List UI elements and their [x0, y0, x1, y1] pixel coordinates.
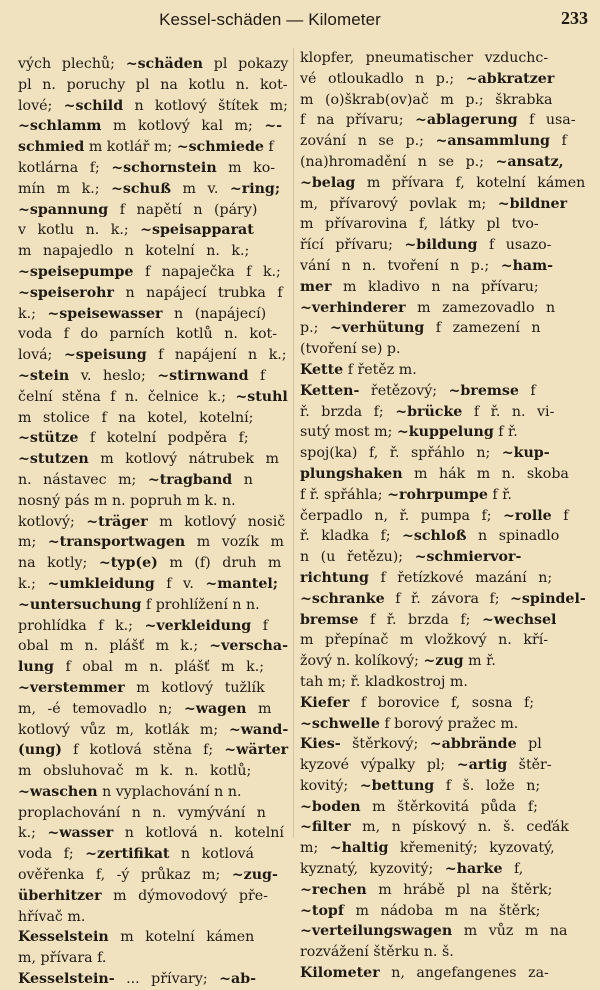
text-line: n. nástavec m; ~tragband n — [18, 471, 253, 488]
text-line: kyzové výpalky pl; ~artig štěr- — [300, 757, 552, 774]
headword: überhitzer — [18, 887, 102, 904]
text-line: ~schranke f ř. závora f; ~spindel- — [300, 590, 586, 607]
headword: ~stein — [18, 367, 70, 384]
text-line: k.; ~speisewasser n (napájecí) — [18, 305, 267, 322]
headword: ~speisewasser — [47, 305, 163, 322]
text-line: voda f; ~zertifikat n kotlová — [18, 846, 255, 863]
text-line: ~verstemmer m kotlový tužlík — [18, 679, 265, 696]
headword: ~rolle — [503, 507, 552, 524]
text-line: vých plechů; ~schäden pl pokazy — [18, 56, 289, 72]
text-line: ověřenka f, -ý průkaz m; ~zug- — [18, 867, 278, 884]
running-head-title: Kessel-schäden — Kilometer — [159, 10, 381, 29]
text-line: f na přívaru; ~ablagerung f usa- — [300, 112, 576, 129]
text-line: mín m k.; ~schuß m v. ~ring; — [18, 180, 281, 197]
text-line: lové; ~schild n kotlový štítek m; — [18, 97, 288, 114]
headword: ~bildung — [404, 237, 478, 254]
headword: ~schuß — [111, 180, 171, 197]
headword: Kies- — [300, 736, 341, 753]
headword: ~speisung — [63, 347, 147, 364]
headword: ~untersuchung — [18, 596, 142, 613]
headword: ~belag — [300, 174, 356, 191]
text-line: m přívarovina f, látky pl tvo- — [300, 216, 539, 233]
headword: ~stutzen — [18, 451, 89, 468]
text-line: ř. brzda f; ~brücke f ř. n. vi- — [300, 403, 555, 420]
text-line: ~rechen m hrábě pl na štěrk; — [300, 881, 553, 898]
text-line: ~untersuchung f prohlížení n n. — [18, 596, 260, 613]
text-line: Kesselstein- ... přívary; ~ab- — [18, 971, 257, 988]
headword: ~harke — [444, 861, 503, 878]
headword: ~verteilungswagen — [300, 923, 453, 940]
text-line: ~boden m štěrkovitá půda f; — [300, 798, 538, 815]
headword: (ung) — [18, 742, 62, 759]
headword: ~verkleidung — [144, 617, 252, 634]
headword: ~verhinderer — [300, 299, 406, 316]
text-line: ~verteilungswagen m vůz m na — [300, 923, 568, 940]
headword: ~stütze — [18, 430, 79, 447]
text-line: ~speisepumpe f napaječka f k.; — [18, 263, 281, 280]
right-column — [300, 48, 588, 984]
column-divider — [293, 48, 294, 838]
headword: ~bremse — [448, 382, 519, 399]
headword: ~zug — [423, 653, 464, 670]
text-line: Kesselstein m kotelní kámen — [18, 929, 255, 946]
headword: ~zug- — [231, 867, 278, 884]
text-line: m stolice f na kotel, kotelní; — [18, 409, 254, 426]
headword: ~boden — [300, 798, 361, 815]
text-line: m, přívarový povlak m; ~bildner — [300, 195, 568, 212]
text-line: kotlový vůz m, kotlák m; ~wand- — [18, 721, 289, 738]
headword: ~speisepumpe — [18, 263, 134, 280]
headword: ~umkleidung — [47, 575, 155, 592]
text-line: (tvoření se) p. — [300, 341, 401, 358]
text-line: ~spannung f napětí n (páry) — [18, 201, 258, 218]
text-line: sutý most m; ~kuppelung f ř. — [300, 424, 518, 441]
headword: ~kuppelung — [396, 424, 494, 441]
headword: ~wärter — [224, 742, 289, 759]
headword: ~artig — [456, 757, 508, 774]
text-line: n (u řetězu); ~schmiervor- — [300, 549, 522, 566]
text-line: pl n. poruchy pl na kotlu n. kot- — [18, 76, 288, 93]
headword: schmied — [18, 139, 85, 156]
headword: ~haltig — [329, 840, 389, 857]
text-line: Kiefer f borovice f, sosna f; — [300, 694, 535, 711]
text-line: proplachování n n. vymývání n — [18, 804, 266, 821]
headword: mer — [300, 278, 332, 295]
text-line: čerpadlo n, ř. pumpa f; ~rolle f — [300, 507, 569, 524]
headword: ~speiserohr — [18, 284, 114, 301]
headword: ~verhütung — [329, 320, 425, 337]
headword: ~schlamm — [18, 118, 102, 135]
text-line: m, přívara f. — [18, 950, 107, 967]
text-line: voda f do parních kotlů n. kot- — [18, 326, 277, 343]
headword: ~mantel; — [205, 575, 279, 592]
headword: ~schild — [63, 97, 124, 114]
text-line: p.; ~verhütung f zamezení n — [300, 320, 541, 337]
text-line: ~schwelle f borový pražec m. — [300, 715, 519, 732]
headword: ~bettung — [359, 777, 435, 794]
headword: Kesselstein- — [18, 971, 115, 988]
headword: Kette — [300, 361, 344, 378]
text-line: m; ~haltig křemenitý; kyzovatý, — [300, 840, 555, 857]
text-line: ~filter m, n pískový n. š. ceďák — [300, 819, 569, 836]
headword: ~bildner — [497, 195, 568, 212]
text-line: m; ~transportwagen m vozík m — [18, 534, 284, 551]
text-line: ~topf m nádoba m na štěrk; — [300, 902, 541, 919]
left-column — [18, 54, 290, 990]
headword: richtung — [300, 569, 369, 586]
text-line: v kotlu n. k.; ~speisapparat — [18, 222, 254, 239]
text-line: ~stutzen m kotlový nátrubek m — [18, 451, 279, 468]
headword: ~transportwagen — [47, 534, 186, 551]
headword: ~rechen — [300, 881, 367, 898]
text-line: ~waschen n vyplachování n n. — [18, 783, 242, 800]
headword: ~schwelle — [300, 715, 380, 732]
headword: ~schranke — [300, 590, 385, 607]
text-line: m, -é temovadlo n; ~wagen m — [18, 700, 272, 717]
text-line: mer m kladivo n na přívaru; — [300, 278, 539, 295]
page-number: 233 — [561, 8, 588, 28]
text-line: m obsluhovač m k. n. kotlů; — [18, 763, 252, 780]
text-line: hřívač m. — [18, 908, 86, 925]
text-line: prohlídka f k.; ~verkleidung f — [18, 617, 268, 634]
headword: ~- — [264, 118, 283, 135]
text-line: (na)hromadění n se p.; ~ansatz, — [300, 153, 564, 170]
headword: ~schloß — [402, 528, 467, 545]
headword: Kesselstein — [18, 929, 109, 946]
text-line: zování n se p.; ~ansammlung f — [300, 133, 567, 150]
text-line: rozvážení štěrku n. š. — [300, 944, 454, 961]
text-line: nosný pás m n. popruh m k. n. — [18, 492, 236, 509]
headword: ~wagen — [183, 700, 247, 717]
text-line: (ung) f kotlová stěna f; ~wärter — [18, 742, 289, 759]
text-line: kotlárna f; ~schornstein m ko- — [18, 159, 276, 176]
text-line: richtung f řetízkové mazání n; — [300, 569, 553, 586]
headword: ~schornstein — [111, 159, 217, 176]
text-line: bremse f ř. brzda f; ~wechsel — [300, 611, 557, 628]
text-line: schmied m kotlář m; ~schmiede f — [18, 139, 274, 156]
text-line: tah m; ř. kladkostroj m. — [300, 673, 468, 690]
headword: ~ab- — [219, 971, 257, 988]
headword: ~ham- — [500, 257, 553, 274]
text-line: ~schlamm m kotlový kal m; ~- — [18, 118, 283, 135]
headword: ~tragband — [147, 471, 233, 488]
headword: ~kup- — [501, 445, 550, 462]
text-line: ř. kladka f; ~schloß n spinadlo — [300, 528, 560, 545]
headword: ~waschen — [18, 783, 98, 800]
text-line: Kilometer n, angefangenes za- — [300, 965, 549, 982]
text-line: spoj(ka) f, ř. spřáhlo n; ~kup- — [300, 445, 550, 462]
headword: ~brücke — [395, 403, 463, 420]
text-line: klopfer, pneumatischer vzduchc- — [300, 50, 549, 66]
text-line: m napajedlo n kotelní n. k.; — [18, 243, 250, 260]
text-line: vé otloukadlo n p.; ~abkratzer — [300, 70, 555, 87]
headword: ~speisapparat — [140, 222, 254, 239]
headword: Kilometer — [300, 965, 380, 982]
text-line: m (o)škrab(ov)ač m p.; škrabka — [300, 91, 553, 108]
headword: ~abbrände — [429, 736, 517, 753]
headword: ~ring; — [229, 180, 281, 197]
text-line: obal m n. plášť m k.; ~verscha- — [18, 638, 288, 655]
headword: ~typ(e) — [98, 555, 158, 572]
text-line: kotlový; ~träger m kotlový nosič — [18, 513, 286, 530]
text-line: k.; ~wasser n kotlová n. kotelní — [18, 825, 284, 842]
text-line: vání n n. tvoření n p.; ~ham- — [300, 257, 553, 274]
headword: ~schmiede — [176, 139, 264, 156]
text-line: lung f obal m n. plášť m k.; — [18, 659, 264, 676]
text-line: ~stütze f kotelní podpěra f; — [18, 430, 249, 447]
text-line: kovitý; ~bettung f š. lože n; — [300, 777, 541, 794]
headword: ~verstemmer — [18, 679, 125, 696]
text-line: überhitzer m dýmovodový pře- — [18, 887, 268, 904]
headword: ~spannung — [18, 201, 109, 218]
headword: Kiefer — [300, 694, 350, 711]
headword: ~träger — [86, 513, 148, 530]
text-line: ~verhinderer m zamezovadlo n — [300, 299, 556, 316]
text-line: ~speiserohr n napájecí trubka f — [18, 284, 283, 301]
headword: ~abkratzer — [465, 70, 555, 87]
headword: lung — [18, 659, 54, 676]
headword: ~schmiervor- — [414, 549, 522, 566]
headword: plungshaken — [300, 465, 403, 482]
text-line: ~belag m přívara f, kotelní kámen — [300, 174, 586, 191]
text-line: lová; ~speisung f napájení n k.; — [18, 347, 287, 364]
text-line: žový n. kolíkový; ~zug m ř. — [300, 653, 496, 670]
headword: ~ansatz, — [495, 153, 564, 170]
headword: Ketten- — [300, 382, 360, 399]
headword: ~zertifikat — [85, 846, 170, 863]
text-line: ~stein v. heslo; ~stirnwand f — [18, 367, 266, 384]
text-line: kyznatý, kyzovitý; ~harke f, — [300, 861, 524, 878]
text-line: k.; ~umkleidung f v. ~mantel; — [18, 575, 279, 592]
text-line: Kies- štěrkový; ~abbrände pl — [300, 736, 542, 753]
headword: ~wasser — [47, 825, 114, 842]
headword: ~schäden — [125, 56, 203, 72]
headword: ~filter — [300, 819, 351, 836]
headword: ~verscha- — [209, 638, 288, 655]
headword: ~stuhl — [235, 388, 288, 405]
headword: ~ansammlung — [435, 133, 550, 150]
page-header — [0, 8, 600, 32]
text-line: f ř. spřáhla; ~rohrpumpe f ř. — [300, 486, 512, 503]
headword: ~stirnwand — [157, 367, 249, 384]
text-line: na kotly; ~typ(e) m (f) druh m — [18, 555, 282, 572]
headword: ~wechsel — [481, 611, 557, 628]
text-line: čelní stěna f n. čelnice k.; ~stuhl — [18, 388, 288, 405]
headword: bremse — [300, 611, 359, 628]
headword: ~topf — [300, 902, 344, 919]
text-line: m přepínač m vložkový n. kří- — [300, 632, 549, 649]
headword: ~ablagerung — [415, 112, 518, 129]
text-line: Ketten- řetězový; ~bremse f — [300, 382, 536, 399]
headword: ~wand- — [228, 721, 289, 738]
text-line: plungshaken m hák m n. skoba — [300, 465, 569, 482]
text-line: řící přívaru; ~bildung f usazo- — [300, 237, 552, 254]
text-line: Kette f řetěz m. — [300, 361, 417, 378]
headword: ~spindel- — [510, 590, 586, 607]
headword: ~rohrpumpe — [387, 486, 488, 503]
